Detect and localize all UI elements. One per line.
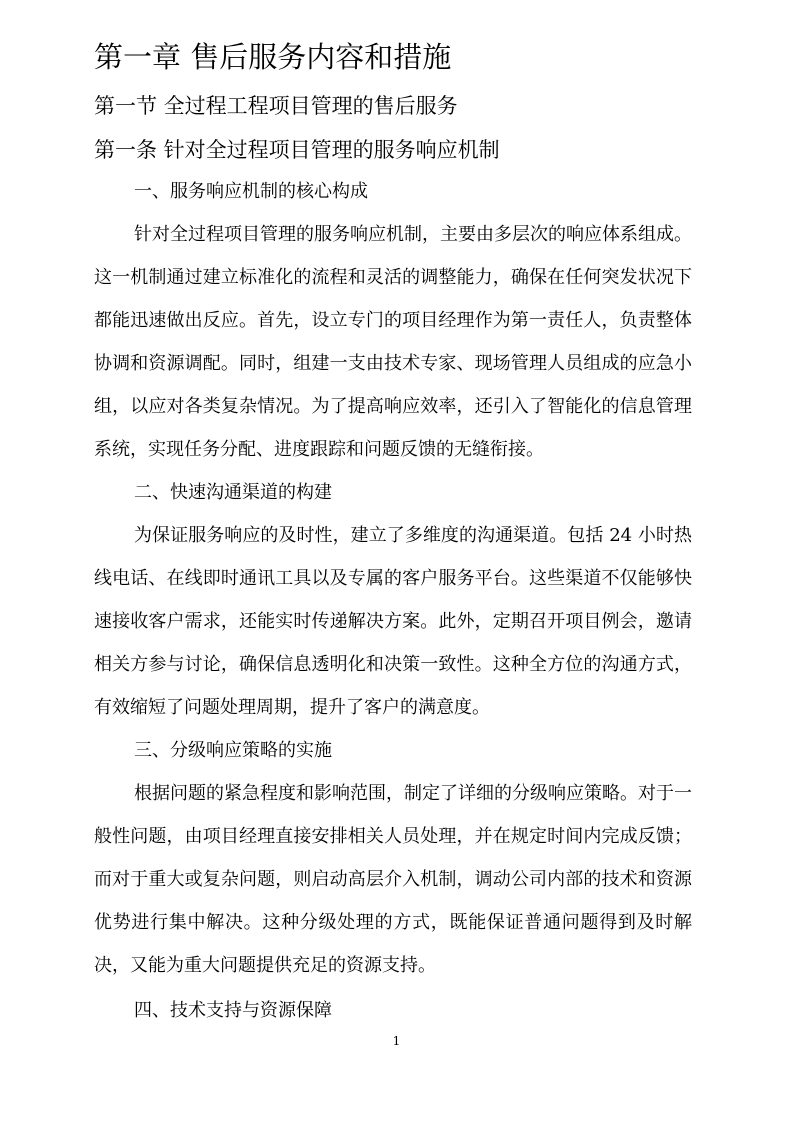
document-body — [94, 170, 692, 1032]
section-heading-3: 三、分级响应策略的实施 — [134, 740, 332, 761]
section-heading-2: 二、快速沟通渠道的构建 — [134, 482, 332, 503]
section-heading-4: 四、技术支持与资源保障 — [134, 1000, 332, 1021]
chapter-title: 第一章 售后服务内容和措施 — [94, 40, 452, 74]
section-heading-1: 一、服务响应机制的核心构成 — [134, 181, 368, 202]
section-paragraph-1: 针对全过程项目管理的服务响应机制，主要由多层次的响应体系组成。这一机制通过建立标准化的流程和灵活的调整能力，确保在任何突发状况下都能迅速做出反应。首先，设立专门的项目经理作为第一责任人，负责整体协调和资源调配。同时，组建一支由技术专家、现场管理人员组成的应急小组，以应对各类复杂情况。为了提高响应效率，还引入了智能化的信息管理系统，实现任务分配、进度跟踪和问题反馈的无缝衔接。 — [94, 224, 692, 460]
article-title: 第一条 针对全过程项目管理的服务响应机制 — [94, 138, 500, 162]
section-paragraph-3: 根据问题的紧急程度和影响范围，制定了详细的分级响应策略。对于一般性问题，由项目经理直接安排相关人员处理，并在规定时间内完成反馈；而对于重大或复杂问题，则启动高层介入机制，调动公司内部的技术和资源优势进行集中解决。这种分级处理的方式，既能保证普通问题得到及时解决，又能为重大问题提供充足的资源支持。 — [94, 783, 692, 976]
section-title: 第一节 全过程工程项目管理的售后服务 — [94, 94, 458, 118]
page-number: 1 — [392, 1034, 401, 1048]
section-paragraph-2: 为保证服务响应的及时性，建立了多维度的沟通渠道。包括 24 小时热线电话、在线即时通讯工具以及专属的客户服务平台。这些渠道不仅能够快速接收客户需求，还能实时传递解决方案。此外，定期召开项目例会，邀请相关方参与讨论，确保信息透明化和决策一致性。这种全方位的沟通方式，有效缩短了问题处理周期，提升了客户的满意度。 — [94, 525, 692, 718]
